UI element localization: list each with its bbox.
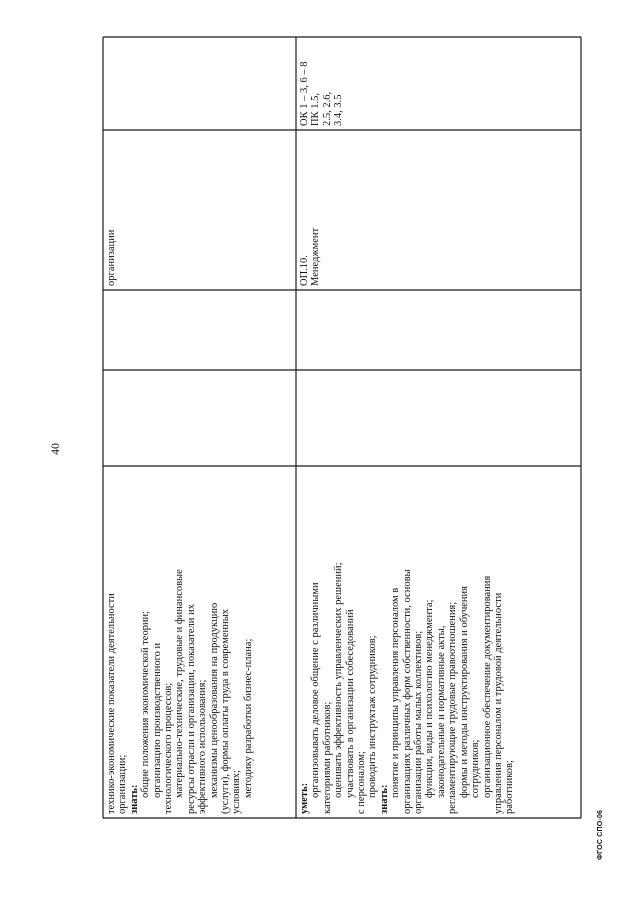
row2-line: уметь: [299, 782, 310, 814]
row2-line: сотрудников; [470, 739, 482, 798]
row2-discipline-code: ОП.10. [299, 255, 310, 286]
row1-line: методику разработки бизнес-плана; [242, 638, 254, 798]
row2-line: проводить инструктаж сотрудников; [367, 635, 379, 798]
row1-discipline: организации [106, 229, 117, 286]
row2-line: понятие и принципы управления персоналом в [390, 587, 402, 798]
row2-discipline-cell [299, 228, 322, 286]
row2-line: знать: [378, 784, 390, 814]
row2-line: участвовать в организации собеседований [344, 609, 356, 798]
row2-line: функции, виды и психологию менеджмента; [424, 599, 436, 798]
row2-competencies-cell [299, 62, 345, 126]
row1-line: технико-экономические показатели деятельности [106, 593, 117, 814]
row1-line: организацию производственного и [151, 642, 163, 798]
page-number: 40 [48, 443, 62, 455]
row2-line: организовывать деловое общение с различными [310, 582, 322, 798]
row1-line: эффективного использования; [197, 679, 209, 814]
competency-line: 2.5, 2.6, [321, 91, 333, 126]
row1-line: материально-технические, трудовые и финансовые [174, 569, 186, 798]
row2-line: категориями работников; [321, 701, 333, 814]
row2-line: регламентирующие трудовые правоотношения; [447, 601, 459, 814]
row1-content-cell [106, 569, 254, 814]
row2-line: организациях различных форм собственности, основы [401, 569, 413, 814]
row1-line: ресурсы отрасли и организации, показатели их [185, 604, 197, 814]
row2-line: оценивать эффективность управленческих решений; [333, 562, 345, 798]
row1-discipline-cell [106, 230, 117, 286]
row2-line: формы и методы инструктирования и обучения [458, 586, 470, 798]
row1-line: общие положения экономической теории; [140, 610, 152, 798]
row2-line: организации работы малых коллективов; [413, 630, 425, 814]
row1-line: условиях; [231, 770, 243, 814]
row1-line: механизмы ценообразования на продукцию [208, 602, 220, 798]
row2-content-cell [299, 562, 516, 814]
competency-line: ПК 1.5, [310, 93, 322, 126]
competency-line: 3.4, 3.5 [333, 94, 345, 126]
row2-line: с персоналом; [356, 751, 368, 814]
competency-line: ОК 1 – 3, 6 – 8 [299, 61, 310, 126]
row2-line: управления персоналом и трудовой деятельности [492, 592, 504, 814]
row2-discipline-name: Менеджмент [310, 227, 322, 286]
row2-line: законодательные и нормативные акты, [435, 625, 447, 798]
row1-line: организации; [117, 754, 129, 814]
row2-line: организационное обеспечение документирования [481, 575, 493, 798]
row2-line: работников; [504, 760, 516, 814]
row1-line: технологического процессов; [163, 682, 175, 814]
footer-code: ФГОС СПО-06 [597, 809, 604, 860]
row1-line: (услуги), формы оплаты труда в современных [220, 608, 232, 814]
row1-line: знать: [128, 784, 140, 814]
